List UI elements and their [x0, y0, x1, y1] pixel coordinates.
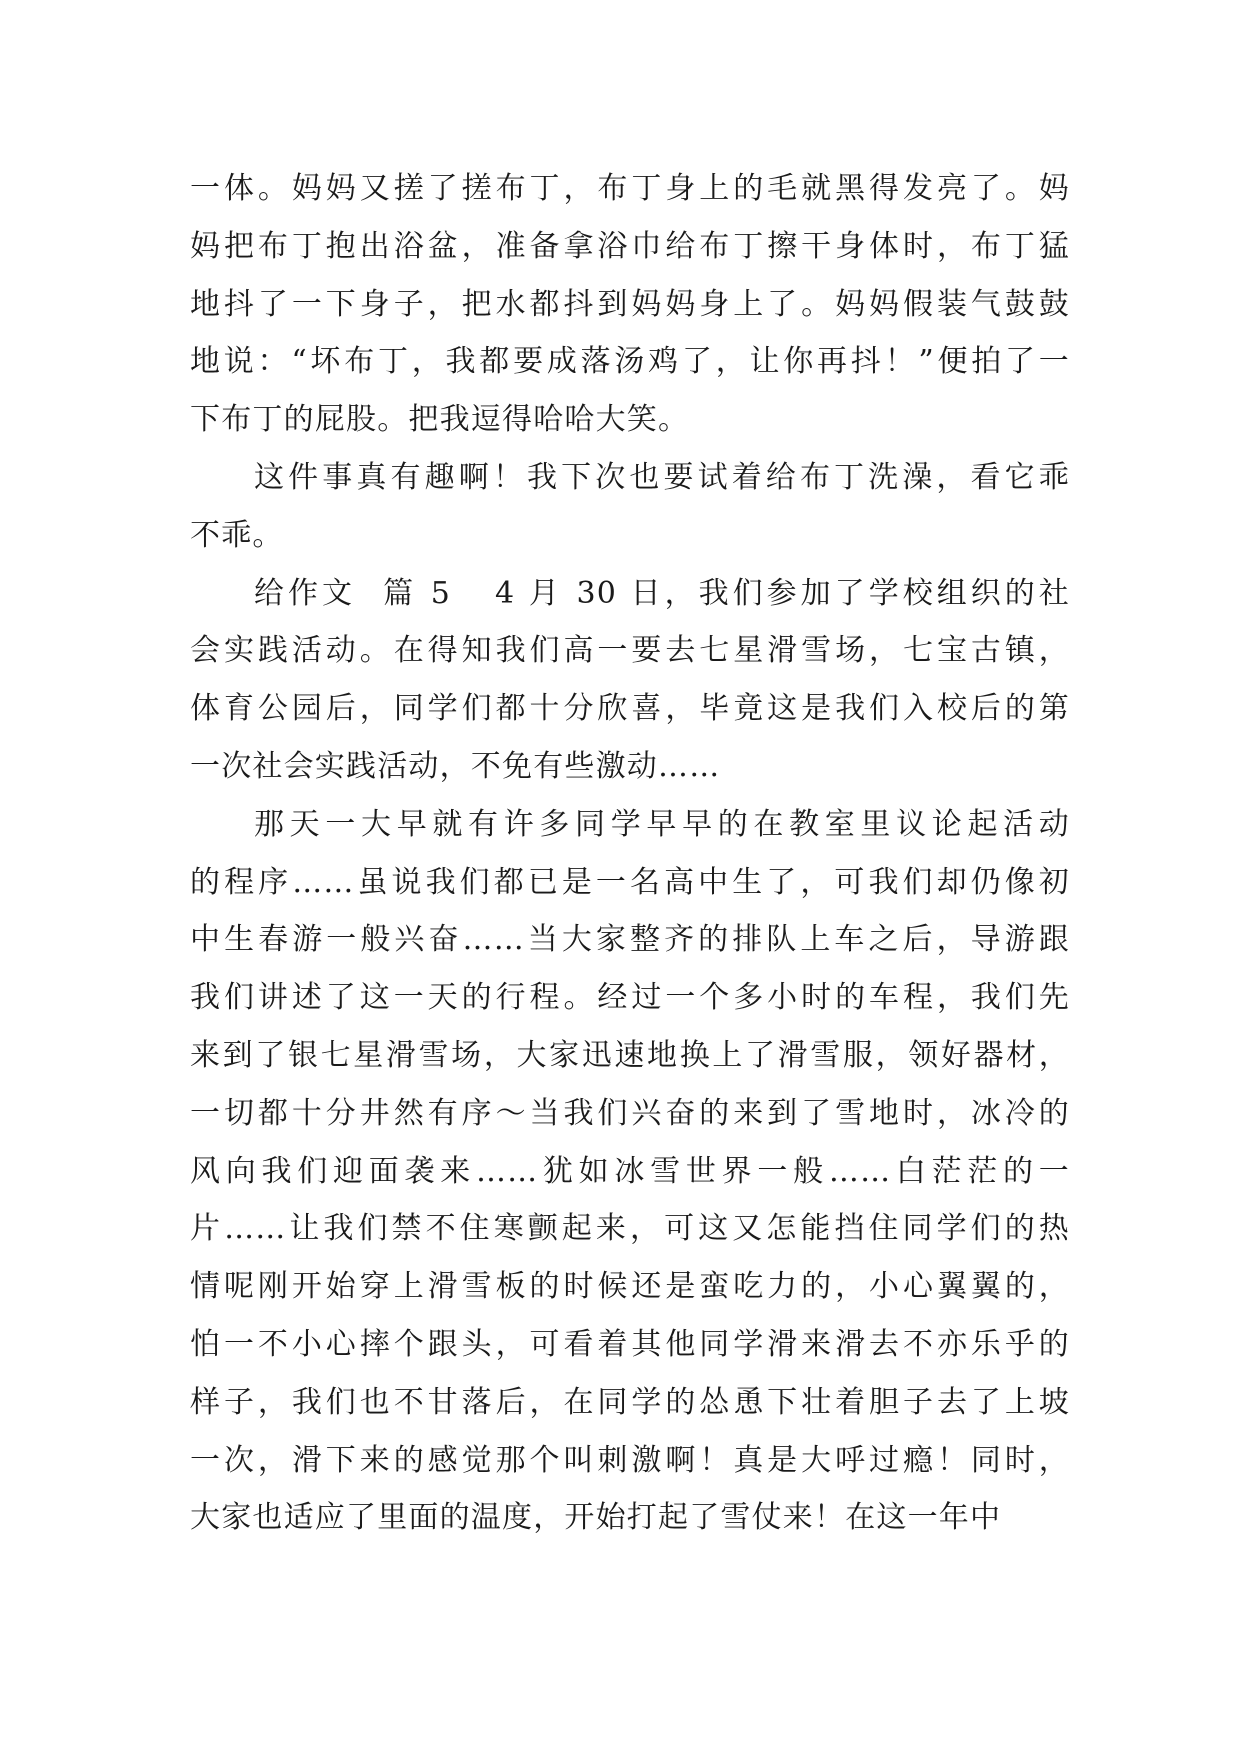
text-line: 妈把布丁抱出浴盆，准备拿浴巾给布丁擦干身体时，布丁猛: [190, 228, 1070, 264]
text-line: 的程序……虽说我们都已是一名高中生了，可我们却仍像初: [190, 864, 1070, 900]
text-line: 来到了银七星滑雪场，大家迅速地换上了滑雪服，领好器材，: [190, 1037, 1070, 1073]
text-line: 会实践活动。在得知我们高一要去七星滑雪场，七宝古镇，: [190, 633, 1070, 669]
body-text: [190, 160, 1070, 1547]
text-line: 一切都十分井然有序～当我们兴奋的来到了雪地时，冰冷的: [190, 1095, 1070, 1131]
text-line: 一次，滑下来的感觉那个叫刺激啊！真是大呼过瘾！同时，: [190, 1442, 1070, 1478]
text-line: 中生春游一般兴奋……当大家整齐的排队上车之后，导游跟: [190, 922, 1070, 958]
text-line: 下布丁的屁股。把我逗得哈哈大笑。: [190, 402, 690, 438]
text-line: 不乖。: [190, 517, 284, 553]
text-line: 怕一不小心摔个跟头，可看着其他同学滑来滑去不亦乐乎的: [190, 1326, 1070, 1362]
text-line: 那天一大早就有许多同学早早的在教室里议论起活动: [254, 806, 1070, 842]
text-line: 这件事真有趣啊！我下次也要试着给布丁洗澡，看它乖: [254, 459, 1070, 495]
text-line: 一次社会实践活动，不免有些激动……: [190, 748, 721, 784]
text-line: 体育公园后，同学们都十分欣喜，毕竟这是我们入校后的第: [190, 691, 1070, 727]
text-line: 样子，我们也不甘落后，在同学的怂恿下壮着胆子去了上坡: [190, 1384, 1070, 1420]
text-line: 我们讲述了这一天的行程。经过一个多小时的车程，我们先: [190, 980, 1070, 1016]
text-line: 地说：“坏布丁，我都要成落汤鸡了，让你再抖！”便拍了一: [190, 344, 1070, 380]
text-line: 风向我们迎面袭来……犹如冰雪世界一般……白茫茫的一: [190, 1153, 1070, 1189]
text-line: 一体。妈妈又搓了搓布丁，布丁身上的毛就黑得发亮了。妈: [190, 171, 1070, 206]
text-line: 大家也适应了里面的温度，开始打起了雪仗来！在这一年中: [190, 1500, 1002, 1536]
text-line: 片……让我们禁不住寒颤起来，可这又怎能挡住同学们的热: [190, 1211, 1070, 1247]
text-line: 情呢刚开始穿上滑雪板的时候还是蛮吃力的，小心翼翼的，: [190, 1269, 1070, 1305]
text-line-content: 4 月 30 日，我们参加了学校组织的社: [495, 575, 1070, 611]
text-line: 地抖了一下身子，把水都抖到妈妈身上了。妈妈假装气鼓鼓: [190, 286, 1070, 322]
section-heading: 给作文 篇 5: [254, 575, 452, 611]
text-line: [190, 565, 1070, 623]
